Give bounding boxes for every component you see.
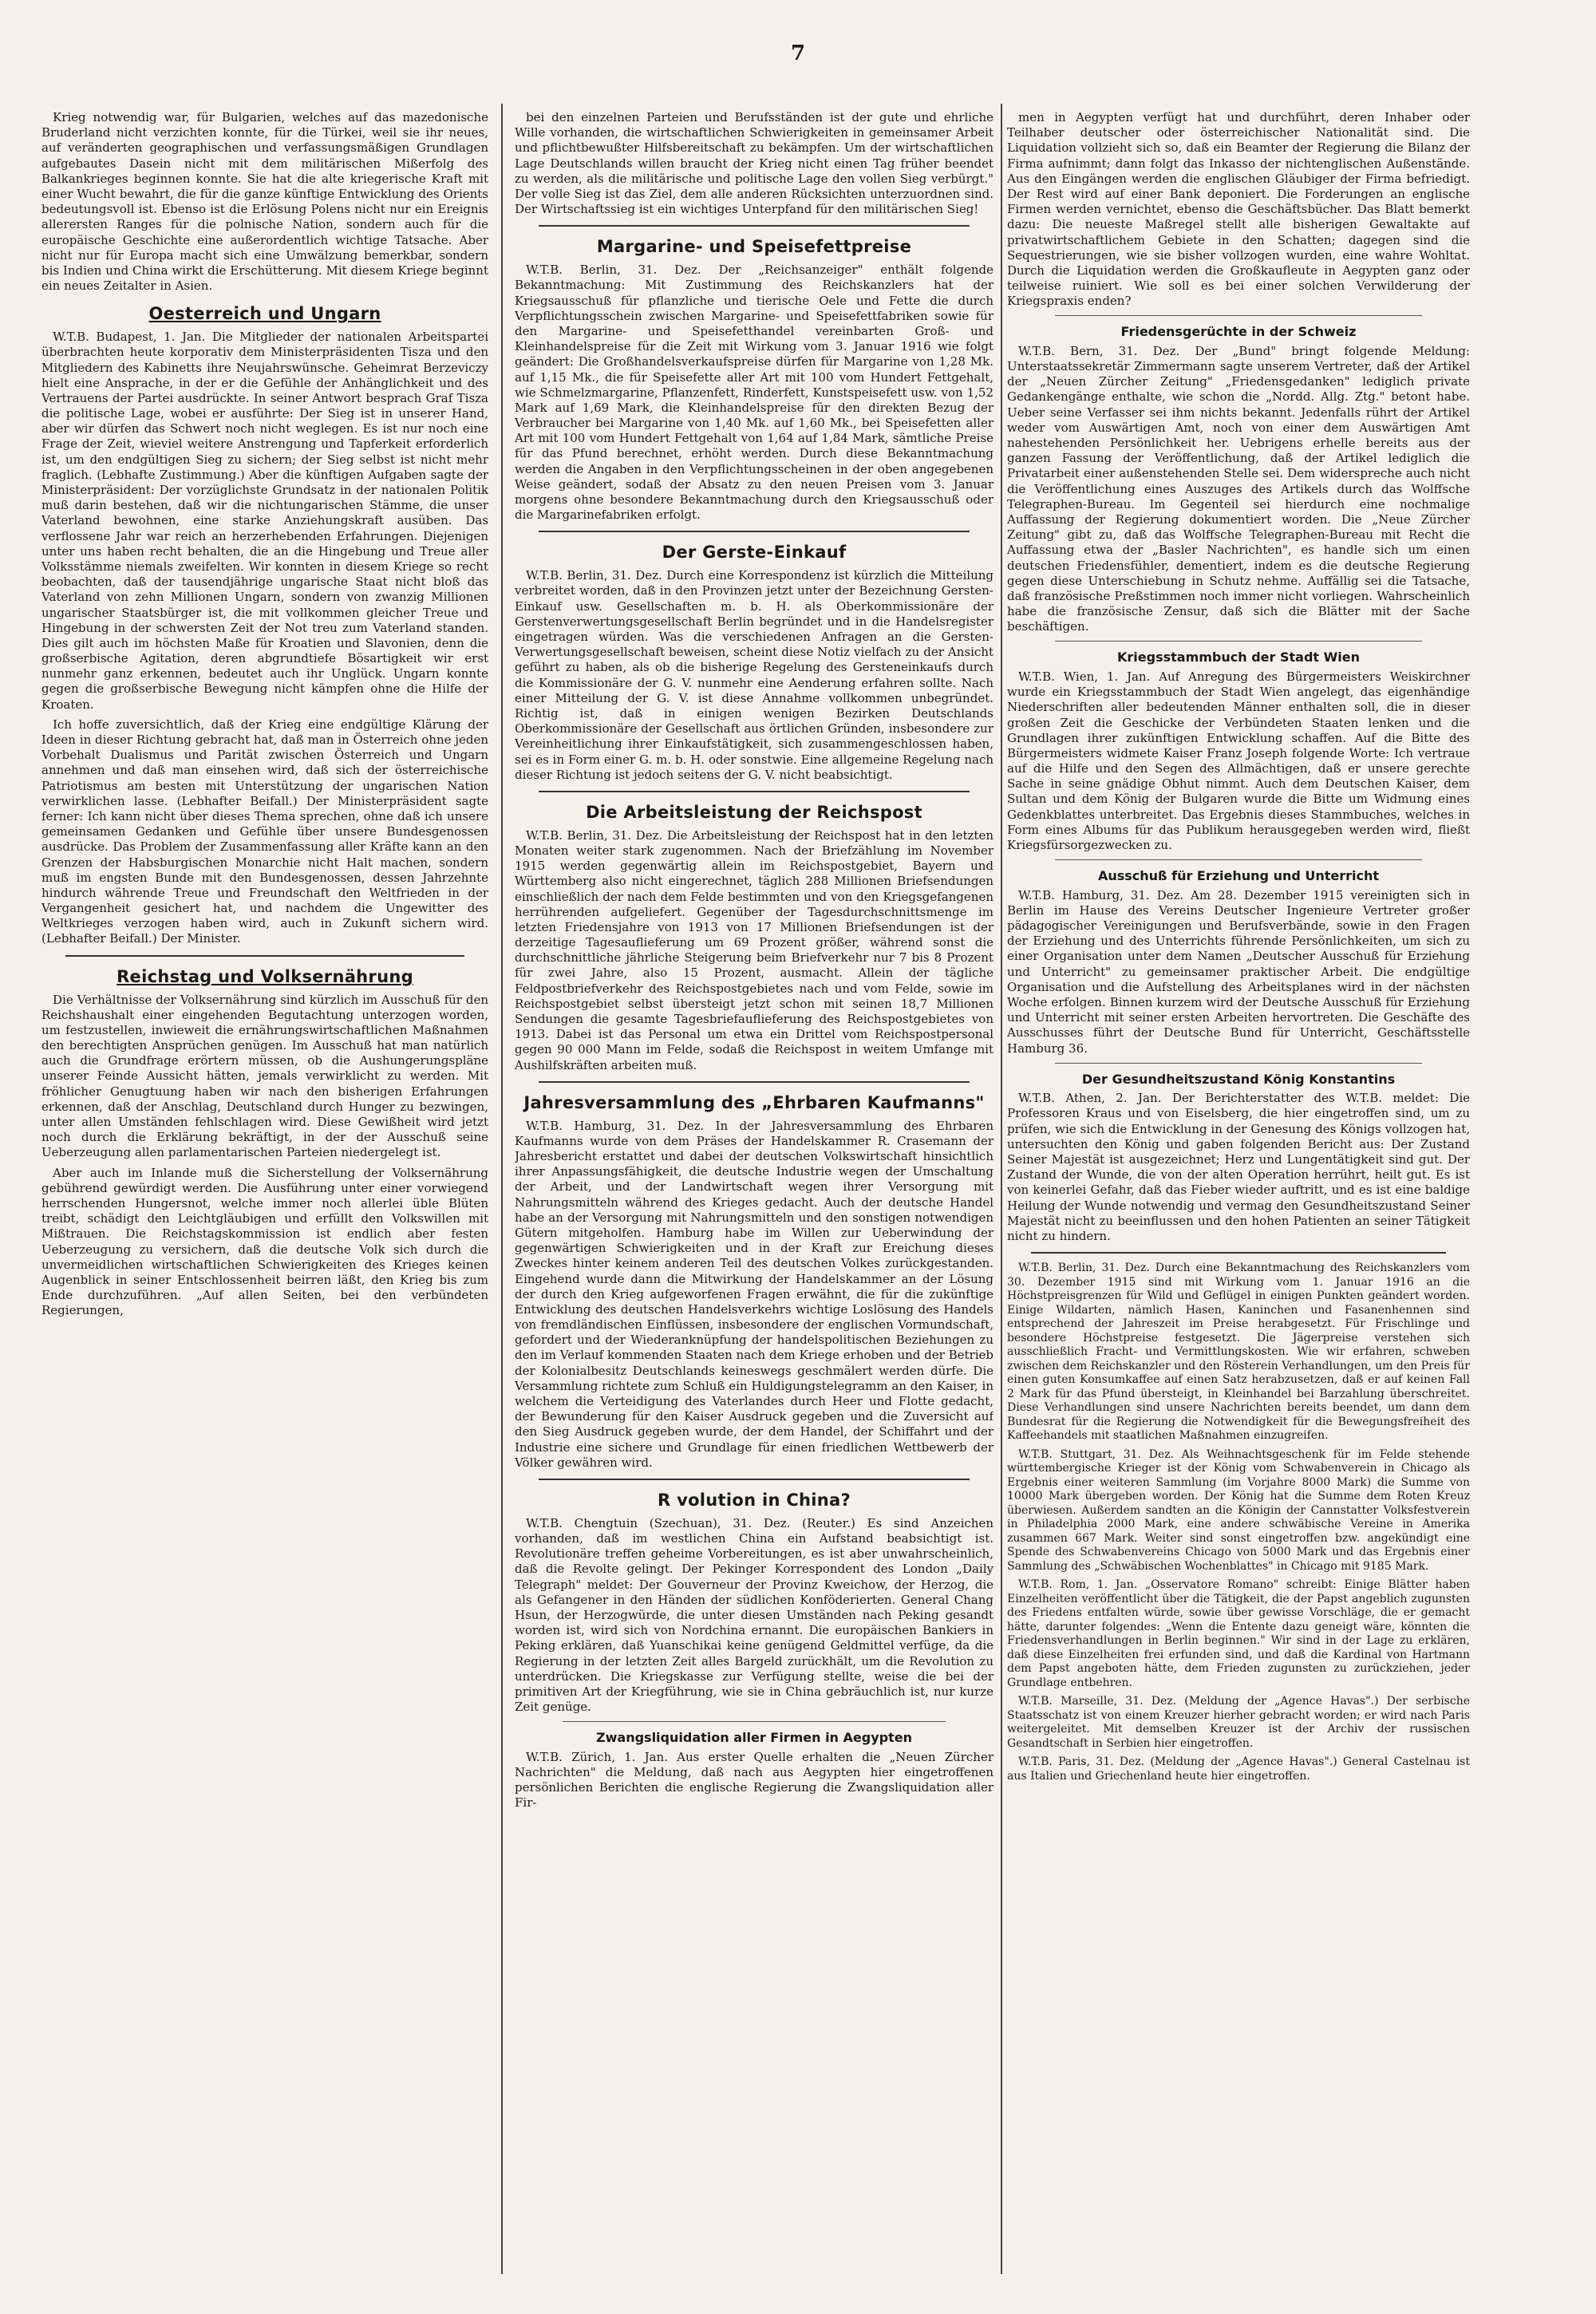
section-divider — [539, 225, 970, 227]
article-paragraph: W.T.B. Hamburg, 31. Dez. In der Jahresversammlung des Ehrbaren Kaufmanns wurde von dem Präses der Handelskammer R. Crasemann der Jahresbericht erstattet und dabei der deutschen Volkswirtschaft hinsichtlich ihrer Anpassungsfähigkeit, die deutsche Industrie wegen der Umschaltung der Arbeit, und der Landwirtschaft wegen ihrer Versorgung mit Nahrungsmitteln während des Krieges gedacht. Auch der deutsche Handel habe an der Versorgung mit Nahrungsmitteln und den sonstigen notwendigen Gütern mitgeholfen. Hamburg habe im Willen zur Ueberwindung der gegenwärtigen Schwierigkeiten und in der Kraft zur Ereichung dieses Zweckes hinter keinem anderen Teil des deutschen Volkes zurückgestanden. Eingehend wurde dann die Mitwirkung der Handelskammer an der Lösung der durch den Krieg aufgeworfenen Fragen erwähnt, die für die zukünftige Entwicklung des deutschen Handelsverkehrs wichtige Loslösung des Handels von fremdländischen Einflüssen, insbesondere der englischen Vormundschaft, gefordert und der Wiederanknüpfung der handelspolitischen Beziehungen zu den im Verlauf kommenden Staaten nach dem Kriege erhoben und der Betrieb der Kolonialbesitz Deutschlands keineswegs geschmälert werden dürfe. Die Versammlung richtete zum Schluß ein Huldigungstelegramm an den Kaiser, in welchem die Verteidigung des Vaterlandes durch Heer und Flotte gedacht, der Bewunderung für den Kaiser Ausdruck gegeben und die Zuversicht auf den Sieg Ausdruck gegeben wurde, der dem Handel, der Schiffahrt und der Industrie eine sichere und Grundlage für einen friedlichen Wettbewerb der Völker gewähren wird. — [515, 1118, 994, 1470]
article-paragraph: W.T.B. Hamburg, 31. Dez. Am 28. Dezember 1915 vereinigten sich in Berlin im Hause des Vereins Deutscher Ingenieure Vertreter großer pädagogischer Vereinigungen und Berufsverbände, sowie in den Fragen der Erziehung und des Unterrichts führende Persönlichkeiten, um sich zu einer Organisation unter dem Namen „Deutscher Ausschuß für Erziehung und Unterricht" zu gemeinsamer praktischer Arbeit. Die endgültige Organisation und die Aufstellung des Arbeitsplanes wird in der nächsten Woche erfolgen. Binnen kurzem wird der Deutsche Ausschuß für Erziehung und Unterricht mit seiner ersten Arbeiten hervortreten. Die Geschäfte des Ausschusses führt der Deutsche Bund für Unterricht, Geschäftsstelle Hamburg 36. — [1007, 887, 1470, 1056]
article-paragraph: W.T.B. Paris, 31. Dez. (Meldung der „Agence Havas".) General Castelnau ist aus Italien und Griechenland heute hier eingetroffen. — [1007, 1755, 1470, 1783]
section-divider — [1055, 641, 1422, 642]
section-divider — [539, 531, 970, 532]
article-paragraph: W.T.B. Berlin, 31. Dez. Durch eine Bekanntmachung des Reichskanzlers vom 30. Dezember 1915 sind mit Wirkung vom 1. Januar 1916 an die Höchstpreisgrenzen für Wild und Geflügel in einigen Punkten geändert worden. Einige Wildarten, nämlich Hasen, Kaninchen und Fasanenhennen sind entsprechend der Jahreszeit im Preise herabgesetzt. Für Frischlinge und besondere Höchstpreise festgesetzt. Die Jägerpreise verstehen sich ausschließlich Fracht- und Vermittlungskosten. Wie wir erfahren, schweben zwischen dem Reichskanzler und den Rösterein Verhandlungen, um den Preis für einen guten Konsumkaffee auf einen Satz herabzusetzen, daß er auf keinen Fall 2 Mark für das Pfund übersteigt, in Kleinhandel bei Barzahlung überschreitet. Diese Verhandlungen sind unsere Nachrichten bereits beendet, um dann dem Bundesrat für die Regierung die Notwendigkeit für die Bewegungsfreiheit des Kaffeehandels mit staatlichen Maßnahmen einzugreifen. — [1007, 1262, 1470, 1443]
section-divider — [539, 1081, 970, 1083]
article-paragraph: men in Aegypten verfügt hat und durchführt, deren Inhaber oder Teilhaber deutscher oder österreichischer Nationalität sind. Die Liquidation vollzieht sich so, daß ein Beamter der Regierung die Bilanz der Firma aufnimmt; dann folgt das Inkasso der nichtenglischen Außenstände. Aus den Eingängen werden die englischen Gläubiger der Firma befriedigt. Der Rest wird auf einer Bank deponiert. Die Forderungen an englische Firmen werden vernichtet, ebenso die Geschäftsbücher. Das Blatt bemerkt dazu: Die neueste Maßregel stellt alle bisherigen Gewaltakte auf privatwirtschaftlichem Gebiete in den Schatten; dagegen sind die Sequestrierungen, wie sie bisher vollzogen wurden, eine wahre Wohltat. Durch die Liquidation werden die Großkaufleute in Aegypten ganz oder teilweise ruiniert. Wie soll es bei einer solchen Verwilderung der Kriegspraxis enden? — [1007, 110, 1470, 309]
headline-reichstag: Reichstag und Volksernährung — [117, 966, 413, 986]
article-paragraph: W.T.B. Wien, 1. Jan. Auf Anregung des Bürgermeisters Weiskirchner wurde ein Kriegsstammbuch der Stadt Wien angelegt, das eigenhändige Niederschriften aller bedeutenden Männer enthalten soll, die in dieser großen Zeit die Geschicke der Verbündeten Staaten lenken und die Grundlagen ihrer zukünftigen Entwicklung schaffen. Auf die Bitte des Bürgermeisters widmete Kaiser Franz Joseph folgende Worte: Ich vertraue auf die Hilfe und den Segen des Allmächtigen, daß er unsere gerechte Sache in seine gnädige Obhut nimmt. Auch dem Deutschen Kaiser, dem Sultan und dem König der Bulgaren wurde die Bitte um Widmung eines Gedenkblattes unterbreitet. Das Ergebnis dieses Stammbuches, welches in Form eines Albums für das Publikum herausgegeben werden wird, fließt Kriegsfürsorgezwecken zu. — [1007, 669, 1470, 852]
column-rule — [501, 104, 503, 2274]
article-paragraph: W.T.B. Berlin, 31. Dez. Durch eine Korrespondenz ist kürzlich die Mitteilung verbreitet worden, daß in den Provinzen jetzt unter der Bezeichnung Gersten-Einkauf usw. Gesellschaften m. b. H. als Oberkommissionäre der Gerstenverwertungsgesellschaft Berlin begründet und in die Handelsregister eingetragen würden. Was die verschiedenen Anfragen an die Gersten-Verwertungsgesellschaft beweisen, scheint diese Notiz vielfach zu der Ansicht geführt zu haben, als ob die bisherige Regelung des Gersteneinkaufs durch die Kommissionäre der G. V. nunmehr eine Aenderung erfahren sollte. Nach einer Mitteilung der G. V. ist diese Annahme vollkommen unbegründet. Richtig ist, daß in einigen wenigen Bezirken Deutschlands Oberkommissionäre der Gesellschaft aus örtlichen Gründen, insbesondere zur Vereinheitlichung ihrer Einkaufstätigkeit, sich zusammengeschlossen haben, sei es in Form einer G. m. b. H. oder sonstwie. Eine allgemeine Regelung nach dieser Richtung ist jedoch seitens der G. V. nicht beabsichtigt. — [515, 568, 994, 782]
column-1 — [41, 110, 488, 2265]
headline-kaufmann: Jahresversammlung des „Ehrbaren Kaufmanns" — [523, 1092, 985, 1112]
section-divider — [1031, 1252, 1446, 1254]
section-divider — [1055, 315, 1422, 316]
section-divider — [539, 791, 970, 792]
article-paragraph: W.T.B. Marseille, 31. Dez. (Meldung der „Agence Havas".) Der serbische Staatsschatz ist von einem Kreuzer hierher gebracht worden; er wird nach Paris weitergeleitet. Mit demselben Kreuzer ist der Archiv der russischen Gesandtschaft in Serbien hier eingetroffen. — [1007, 1695, 1470, 1750]
section-divider — [539, 1479, 970, 1480]
section-divider — [1055, 859, 1422, 860]
headline-margarine: Margarine- und Speisefettpreise — [596, 237, 912, 257]
article-paragraph: Ich hoffe zuversichtlich, daß der Krieg eine endgültige Klärung der Ideen in dieser Richtung gebracht hat, daß man in Österreich ohne jeden Vorbehalt Dualismus und Parität zwischen Österreich und Ungarn annehmen und daß man einsehen wird, daß sich der österreichische Patriotismus am besten mit Unterstützung der ungarischen Nation verwirklichen lasse. (Lebhafter Beifall.) Der Ministerpräsident sagte ferner: Ich kann nicht über dieses Thema sprechen, ohne daß ich unsere gemeinsamen Gedanken und Gefühle über unsere Bundesgenossen ausdrücke. Das Problem der Zusammenfassung aller Kräfte kann an den Grenzen der Habsburgischen Monarchie nicht Halt machen, sondern muß im engsten Bunde mit den Bundesgenossen, dessen Jahrzehnte hindurch währende Treue und Freundschaft den Weltfrieden in der Vergangenheit gesichert hat, und nachdem die Ungewitter des Weltkrieges verzogen haben wird, auch in Zukunft sichern wird. (Lebhafter Beifall.) Der Minister. — [41, 717, 488, 946]
headline-china: R volution in China? — [658, 1490, 851, 1510]
article-paragraph: W.T.B. Berlin, 31. Dez. Der „Reichsanzeiger" enthält folgende Bekanntmachung: Mit Zustimmung des Reichskanzlers hat der Kriegsausschuß für pflanzliche und tierische Oele und Fette die durch Verpflichtungsschein zwischen Margarine- und Speisefettfabriken sowie für den Margarine- und Speisefetthandel vereinbarten Groß- und Kleinhandelspreise für die Zeit mit Wirkung vom 3. Januar 1916 wie folgt geändert: Die Großhandelsverkaufspreise dürfen für Margarine von 1,28 Mk. auf 1,15 Mk., die für Speisefette aller Art mit 100 vom Hundert Fettgehalt, wie Schmelzmargarine, Pflanzenfett, Rinderfett, Kunstspeisefett usw. von 1,52 Mark auf 1,69 Mark, die Kleinhandelspreise für den direkten Bezug der Verbraucher bei Margarine von 1,40 Mk. auf 1,60 Mk., bei Speisefetten aller Art mit 100 vom Hundert Fettgehalt von 1,64 auf 1,84 Mark, sämtliche Preise für das Pfund berechnet, erhöht werden. Durch diese Bekanntmachung werden die Angaben in den Verpflichtungsscheinen in der oben angegebenen Weise geändert, sodaß der Absatz zu den neuen Preisen vom 3. Januar morgens ohne besondere Bekanntmachung durch den Kriegsausschuß oder die Margarinefabriken erfolgt. — [515, 263, 994, 523]
section-divider — [563, 1721, 946, 1722]
article-paragraph: W.T.B. Budapest, 1. Jan. Die Mitglieder der nationalen Arbeitspartei überbrachten heute korporativ dem Ministerpräsidenten Tisza und den Mitgliedern des Kabinetts ihre Neujahrswünsche. Geheimrat Berzeviczy hielt eine Ansprache, in der er die Gefühle der Anhänglichkeit und des Vertrauens der Partei ausdrückte. In seiner Antwort besprach Graf Tisza die politische Lage, wobei er ausführte: Der Sieg ist in unserer Hand, aber wir dürfen das Schwert noch nicht weglegen. Es ist nur noch eine Frage der Zeit, wieviel weitere Anstrengung und Tapferkeit erforderlich ist, um den endgültigen Sieg zu sichern; der Sieg selbst ist nicht mehr fraglich. (Lebhafte Zustimmung.) Aber die künftigen Aufgaben sagte der Ministerpräsident: Der vorzüglichste Grundsatz in der nationalen Politik muß darin bestehen, daß wir die nichtungarischen Stämme, die unser Vaterland bewohnen, eine starke Anziehungskraft ausüben. Das verflossene Jahr war reich an herzerhebenden Erfahrungen. Diejenigen unter uns haben recht behalten, die an die Hingebung und Treue aller Volksstämme niemals zweifelten. Wir konnten in diesem Kriege so recht beobachten, daß der tausendjährige ungarische Staat nicht bloß das Vaterland von zehn Millionen Ungarn, sondern von zwanzig Millionen ungarischer Staatsbürger ist, die mit vollkommen gleicher Treue und Hingebung in der schwersten Zeit der Not treu zum Vaterland standen. Dies gilt auch im höchsten Maße für Kroatien und Slavonien, denn die großserbische Agitation, deren abgrundtiefe Bösartigkeit wir erst nunmehr ganz erkennen, bedeutet auch ihr Unglück. Ungarn konnte gegen die großserbische Bewegung nicht kämpfen ohne die Hilfe der Kroaten. — [41, 330, 488, 712]
headline-austria: Oesterreich und Ungarn — [148, 304, 381, 324]
headline-zwang: Zwangsliquidation aller Firmen in Aegypten — [596, 1730, 912, 1746]
article-paragraph: W.T.B. Rom, 1. Jan. „Osservatore Romano" schreibt: Einige Blätter haben Einzelheiten veröffentlicht über die Tätigkeit, die der Papst angeblich zugunsten des Friedens entfalten würde, sowie über gewisse Vorschläge, die er gemacht hätte, darunter folgendes: „Wenn die Entente dazu geneigt wäre, könnten die Friedensverhandlungen in Berlin beginnen." Wir sind in der Lage zu erklären, daß diese Einzelheiten frei erfunden sind, und daß die Kardinal von Hartmann dem Papst angeboten hätte, dem Frieden zugunsten zu zurückziehen, jeder Grundlage entbehren. — [1007, 1578, 1470, 1689]
headline-konstantin: Der Gesundheitszustand König Konstantins — [1081, 1071, 1396, 1087]
headline-schweiz: Friedensgerüchte in der Schweiz — [1120, 324, 1357, 340]
headline-gerste: Der Gerste-Einkauf — [662, 543, 847, 563]
article-paragraph: W.T.B. Stuttgart, 31. Dez. Als Weihnachtsgeschenk für im Felde stehende württembergische Krieger ist der König vom Schwabenverein in Chicago als Ergebnis einer weiteren Sammlung (im Vorjahre 8000 Mark) die Summe von 10000 Mark übergeben worden. Der König hat die Summe dem Roten Kreuz überwiesen. Außerdem sandten an die Königin der Cannstatter Volksfestverein in Philadelphia 2000 Mark, eine andere schwäbische Vereine in Amerika zusammen 667 Mark. Weiter sind sonst eingetroffen bzw. angekündigt eine Spende des Schwabenvereins Chicago von 5000 Mark und das Ergebnis einer Sammlung des „Schwäbischen Wochenblattes" in Chicago mit 9185 Mark. — [1007, 1447, 1470, 1573]
section-divider — [1055, 1063, 1422, 1064]
article-paragraph: W.T.B. Chengtuin (Szechuan), 31. Dez. (Reuter.) Es sind Anzeichen vorhanden, daß im westlichen China ein Aufstand beabsichtigt ist. Revolutionäre treffen geheime Vorbereitungen, es ist aber unwahrscheinlich, daß die Revolte gelingt. Der Pekinger Korrespondent des London „Daily Telegraph" meldet: Der Gouverneur der Provinz Kweichow, der Herzog, die als Gefangener in den Händen der südlichen Konföderierten. General Chang Hsun, der Herzogwürde, die unter diesen Umständen nach Peking gesandt worden ist, wird sich von Nordchina ernannt. Die europäischen Bankiers in Peking erklären, daß Yuanschikai keine genügend Geldmittel verfüge, da die Regierung in der letzten Zeit alles Bargeld zurückhält, um die Revolution zu unterdrücken. Die Kriegskasse zur Verfügung stellte, weise die bei der primitiven Art der Kriegführung, wie sie in China gebräuchlich ist, nur kurze Zeit genüge. — [515, 1515, 994, 1715]
page-number: 7 — [790, 41, 806, 65]
article-paragraph: Die Verhältnisse der Volksernährung sind kürzlich im Ausschuß für den Reichshaushalt einer eingehenden Begutachtung unterzogen worden, um festzustellen, inwieweit die ernährungswirtschaftlichen Maßnahmen den berechtigten Ansprüchen genügen. Im Ausschuß hat man natürlich auch die Grundfrage erörtern müssen, ob die Aushungerungspläne unserer Feinde Aussicht hätten, jemals verwirklicht zu werden. Mit fröhlicher Genugtuung haben wir nach den bisherigen Erfahrungen erkennen, daß der Anschlag, Deutschland durch Hunger zu bezwingen, unter allen Umständen fehlschlagen wird. Diese Gewißheit wird jetzt noch durch die Erklärung bekräftigt, in der der Ausschuß seine Ueberzeugung allen parlamentarischen Parteien niedergelegt ist. — [41, 992, 488, 1160]
column-2 — [515, 110, 994, 2265]
article-paragraph: W.T.B. Zürich, 1. Jan. Aus erster Quelle erhalten die „Neuen Zürcher Nachrichten" die Meldung, daß nach aus Aegypten hier eingetroffenen persönlichen Berichten die englische Regierung die Zwangsliquidation aller Fir- — [515, 1749, 994, 1811]
article-paragraph: Krieg notwendig war, für Bulgarien, welches auf das mazedonische Bruderland nicht verzichten konnte, für die Türkei, weil sie ihr neues, auf veränderten geographischen und verfassungsmäßigen Grundlagen aufgebautes Dasein nicht mit dem militärischen Mißerfolg des Balkankrieges beginnen konnte. Sie hat die alte kriegerische Kraft mit einer Wucht bewahrt, die für die ganze künftige Entwicklung des Orients bedeutungsvoll ist. Ebenso ist die Erlösung Polens nicht nur ein Ereignis allerersten Ranges für die polnische Nation, sondern auch für die europäische Geschichte eine außerordentlich wichtige Tatsache. Aber nicht nur für Europa macht sich eine Umwälzung bemerkbar, sondern bis Indien und China wirkt die Erschütterung. Mit diesem Kriege beginnt ein neues Zeitalter in Asien. — [41, 110, 488, 294]
article-paragraph: W.T.B. Berlin, 31. Dez. Die Arbeitsleistung der Reichspost hat in den letzten Monaten weiter stark zugenommen. Nach der Briefzählung im November 1915 werden gegenwärtig allein im Reichspostgebiet, Bayern und Württemberg also nicht eingerechnet, täglich 288 Millionen Briefsendungen einschließlich der nach dem Felde bestimmten und von den Kriegsgefangenen herrührenden aufgeliefert. Gegenüber der Tagesdurchschnittsmenge im letzten Friedensjahre von 1913 von 17 Millionen Briefsendungen ist der derzeitige Tagesauflieferung um 69 Prozent größer, während sonst die durchschnittliche jährliche Steigerung beim Briefverkehr nur 7 bis 8 Prozent für zwei Jahre, also 15 Prozent, ausmacht. Allein der tägliche Feldpostbriefverkehr des Reichspostgebietes nach und vom Felde, sowie im Reichspostgebiet selbst übersteigt jetzt schon mit seinen 18,7 Millionen Sendungen die gesamte Tagesbriefauflieferung des Reichspostgebietes von 1913. Dabei ist das Personal um etwa ein Drittel vom Reichspostpersonal gegen 90 000 Mann im Felde, sodaß die Reichspost in weitem Umfange mit Aushilfskräften arbeiten muß. — [515, 827, 994, 1072]
article-paragraph: Aber auch im Inlande muß die Sicherstellung der Volksernährung gebührend gewürdigt werden. Die Ausführung unter einer vorwiegend herrschenden Hungersnot, welche immer noch allerlei üble Blüten treibt, schädigt den Leichtgläubigen und erfüllt den Volkswillen mit Mißtrauen. Die Reichstagskommission ist endlich aber festen Ueberzeugung zu versichern, daß die deutsche Volk sich durch die unvermeidlichen wirtschaftlichen Schwierigkeiten des Krieges keinen Augenblick in seiner Entschlossenheit beirren läßt, den Krieg bis zum Ende durchzuführen. „Auf allen Seiten, bei den verbündeten Regierungen, — [41, 1165, 488, 1318]
headline-wien: Kriegsstammbuch der Stadt Wien — [1117, 650, 1360, 665]
article-paragraph: bei den einzelnen Parteien und Berufsständen ist der gute und ehrliche Wille vorhanden, die wirtschaftlichen Schwierigkeiten in gemeinsamer Arbeit und pflichtbewußter Hilfsbereitschaft zu bekämpfen. Um der wirtschaftlichen Lage Deutschlands willen braucht der Krieg nicht einen Tag früher beendet zu werden, als die militärische und politische Lage den vollen Sieg verbürgt." Der volle Sieg ist das Ziel, dem alle anderen Rücksichten unterzuordnen sind. Der Wirtschaftssieg ist ein wichtiges Unterpfand für den militärischen Sieg! — [515, 110, 994, 217]
column-rule — [1001, 104, 1002, 2274]
headline-reichspost: Die Arbeitsleistung der Reichspost — [586, 802, 922, 822]
article-paragraph: W.T.B. Bern, 31. Dez. Der „Bund" bringt folgende Meldung: Unterstaatssekretär Zimmermann sagte unserem Vertreter, daß der Artikel der „Neuen Zürcher Zeitung" „Friedensgedanken" lediglich private Gedankengänge enthalte, wie schon die „Nordd. Allg. Ztg." betont habe. Ueber seine Verfasser sei ihm nichts bekannt. Jedenfalls rührt der Artikel weder vom Auswärtigen Amt, noch von einer dem Auswärtigen Amt nahestehenden Persönlichkeit her. Uebrigens erhelle bereits aus der ganzen Fassung der Veröffentlichung, daß der Artikel lediglich die Privatarbeit einer außenstehenden Stelle sei. Dem widerspreche auch nicht die Veröffentlichung eines Auszuges des Artikels durch das Wolffsche Telegraphen-Bureau. Im Gegenteil sei hierdurch eine nochmalige Auffassung der Regierung dokumentiert worden. Die „Neue Zürcher Zeitung" gibt zu, daß das Wolffsche Telegraphen-Bureau mit Recht die Auffassung etwa der „Basler Nachrichten", es handle sich um einen deutschen Friedensfühler, dementiert, indem es die deutsche Regierung gegen diese Unterschiebung in Schutz nehme. Auffällig sei die Tatsache, daß französische Preßstimmen noch immer nicht vorliegen. Wahrscheinlich habe die französische Zensur, daß sich die Blätter mit der Sache beschäftigen. — [1007, 343, 1470, 634]
article-paragraph: W.T.B. Athen, 2. Jan. Der Berichterstatter des W.T.B. meldet: Die Professoren Kraus und von Eiselsberg, die hier eingetroffen sind, um zu prüfen, wie sich die Entwicklung in der Genesung des Königs vollzogen hat, untersuchten den König und gaben folgenden Bericht aus: Der Zustand Seiner Majestät ist ausgezeichnet; Herz und Lungentätigkeit sind gut. Der Zustand der Wunde, die von der alten Operation herrührt, heilt gut. Es ist von keinerlei Gefahr, daß das Fieber wieder auftritt, und es ist eine baldige Heilung der Wunde notwendig und vermag den Gesundheitszustand Seiner Majestät nicht zu beeinflussen und den hohen Patienten an seiner Tätigkeit nicht zu hindern. — [1007, 1091, 1470, 1243]
section-divider — [65, 955, 464, 957]
headline-erziehung: Ausschuß für Erziehung und Unterricht — [1097, 868, 1380, 884]
column-3 — [1007, 110, 1470, 2265]
